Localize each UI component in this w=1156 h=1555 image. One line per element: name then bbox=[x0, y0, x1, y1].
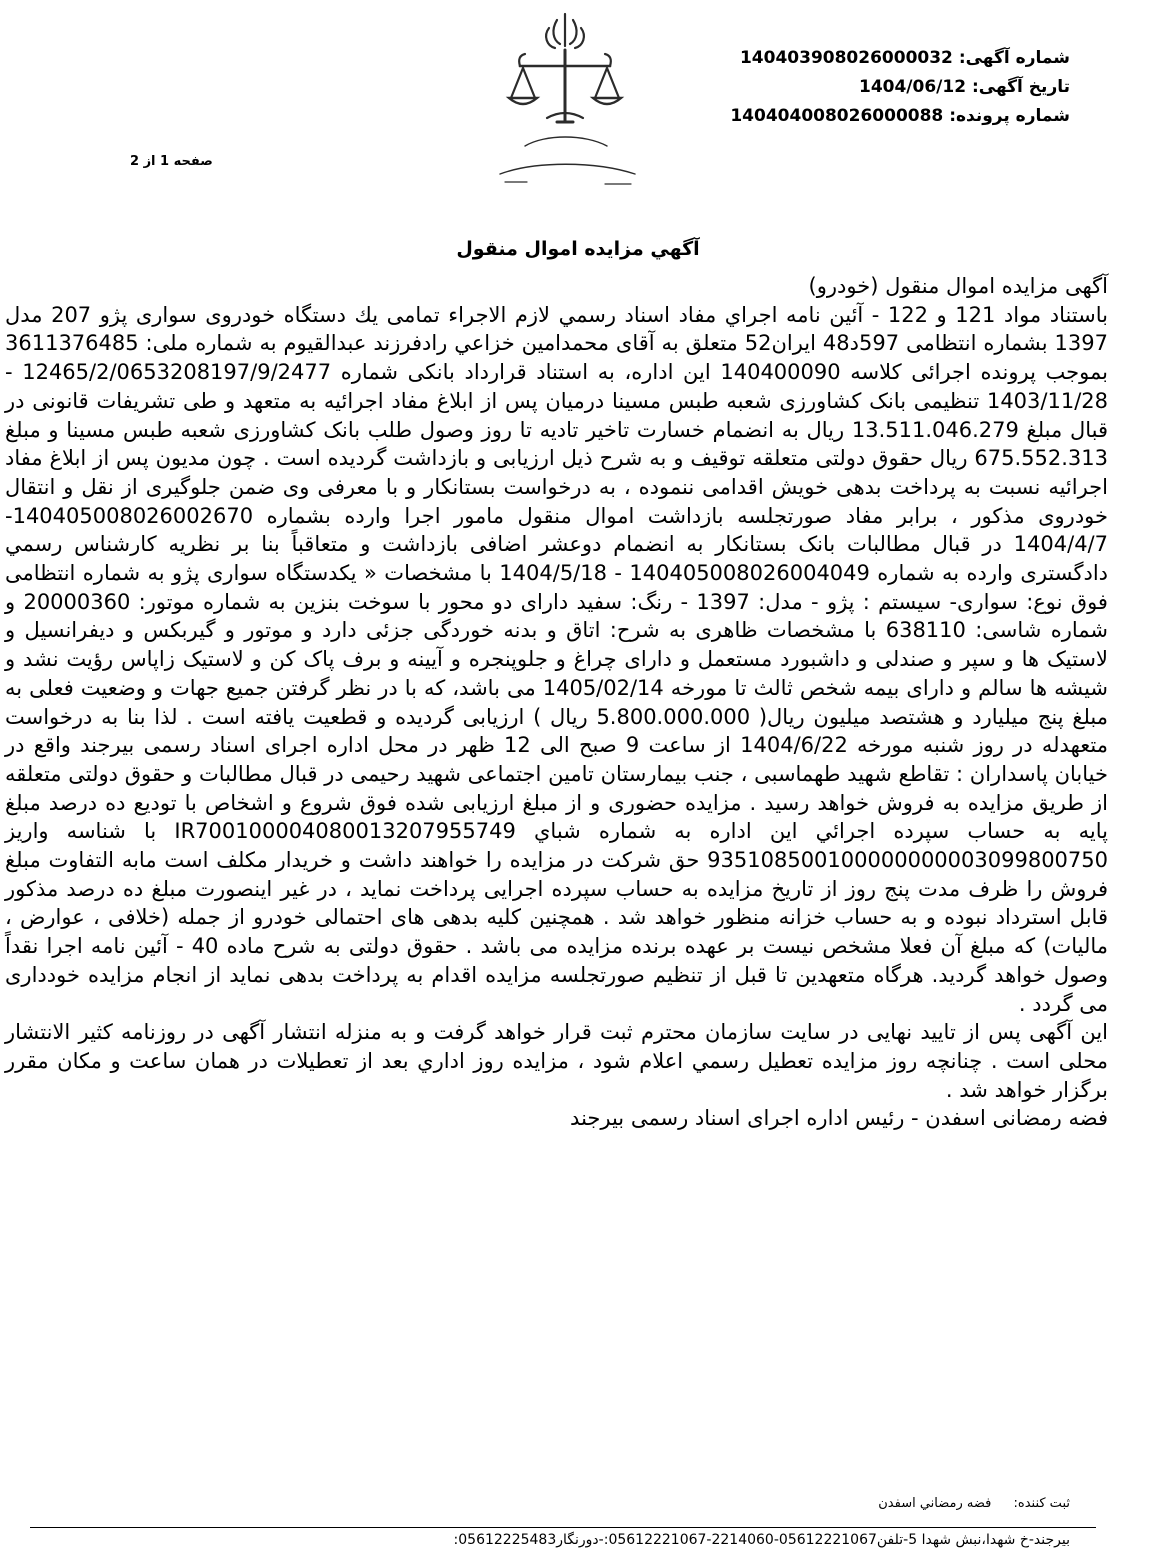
document-body bbox=[5, 272, 1108, 1133]
file-number-row bbox=[730, 102, 1070, 131]
ad-number: 14040390802600003​2 bbox=[739, 48, 953, 68]
file-number: 140404008026000088 bbox=[730, 106, 944, 126]
ad-number-row bbox=[730, 44, 1070, 73]
office-address: بیرجند-خ شهدا،نبش شهدا 5-تلفن05612221067-2214060-05612221067:-دورنگار05612225483: bbox=[453, 1532, 1070, 1548]
ad-date: 1404/06/12 bbox=[858, 77, 967, 97]
registrar-name: فضه رمضاني اسفدن bbox=[878, 1496, 992, 1511]
page-number: صفحه 1 از 2 bbox=[130, 154, 213, 169]
ad-date-row bbox=[730, 73, 1070, 102]
registrar-label: ثبت کننده: bbox=[1013, 1496, 1070, 1511]
body-paragraph-publication: این آگهی پس از تایید نهایی در سایت سازمان محترم ثبت قرار خواهد گرفت و به منزله انتشار آگهی در روزنامه کثير الانتشار محلی است . چنانچه روز مزايده تعطيل رسمي اعلام شود ، مزايده روز اداري بعد از تعطيلات در همان ساعت و مکان مقرر برگزار خواهد شد . bbox=[5, 1020, 1108, 1102]
body-subtitle: آگهی مزایده اموال منقول (خودرو) bbox=[808, 274, 1108, 298]
ad-header-info bbox=[730, 44, 1070, 131]
registrar-row bbox=[878, 1496, 1070, 1511]
footer-divider bbox=[30, 1527, 1096, 1528]
document-title: آگهي مزايده اموال منقول bbox=[456, 238, 700, 260]
body-signature: فضه رمضانی اسفدن - رئیس اداره اجرای اسناد رسمی بیرجند bbox=[570, 1106, 1108, 1131]
body-paragraph-main: باستناد مواد 121 و 122 - آئین نامه اجراي مفاد اسناد رسمي لازم الاجراء تمامی يك دستگاه خودروی سواری پژو 207 مدل 1397 بشماره انتظامی 597د48 ایران52 متعلق به آقای محمدامین خزاعي رادفرزند عبدالقيوم به شماره ملی: 3611376485 بموجب پرونده اجرائی کلاسه 140400090 این اداره، به استناد قرارداد بانکی شماره 12465/2/0653208197/9/2477 - 1403/11/28 تنظیمی بانک کشاورزی شعبه طبس مسینا درمیان پس از ابلاغ مفاد اجرائیه به متعهد و طی تشریفات قانونی در قبال مبلغ 13.511.046.279 ریال به انضمام خسارت تاخیر تادیه تا روز وصول طلب بانک کشاورزی شعبه طبس مسینا و مبلغ 675.552.313 ریال حقوق دولتی متعلقه توقیف و به شرح ذیل ارزیابی و بازداشت گردیده است . چون مدیون پس از ابلاغ مفاد اجرائیه نسبت به پرداخت بدهی خویش اقدامی ننموده ، به درخواست بستانکار و با معرفی وی ضمن جلوگیری از نقل و انتقال خودروی مذکور ، برابر مفاد صورتجلسه بازداشت اموال منقول مامور اجرا وارده بشماره 140405008026002670- 1404/4/7 در قبال مطالبات بانک بستانکار به انضمام دوعشر اضافی بازداشت و متعاقباً بنا بر نظريه کارشناس رسمي دادگستری وارده به شماره 140405008026004049 - 1404/5/18 با مشخصات « يكدستگاه سواری پژو به شماره انتظامی فوق نوع: سواری- سیستم : پژو - مدل: 1397 - رنگ: سفید دارای دو محور با سوخت بنزین به شماره موتور: 20000360 و شماره شاسی: 638110 با مشخصات ظاهری به شرح: اتاق و بدنه خوردگی جزئی دارد و موتور و گیربکس و دیفرانسیل و لاستیک ها و سپر و صندلی و داشبورد مستعمل و دارای چراغ و جلوپنجره و آیینه و برف پاک کن و لاستیک زاپاس رؤیت نشد و شیشه ها سالم و دارای بیمه شخص ثالث تا مورخه 1405/02/14 می باشد، که با در نظر گرفتن جمیع جهات و وضعیت فعلی به مبلغ پنج میلیارد و هشتصد میلیون ریال( 5.800.000.000 ریال ) ارزیابی گردیده و قطعیت یافته است . لذا بنا به درخواست متعهدله در روز شنبه مورخه 1404/6/22 از ساعت 9 صبح الی 12 ظهر در محل اداره اجرای اسناد رسمی بیرجند واقع در خیابان پاسداران : تقاطع شهید طهماسبی ، جنب بیمارستان تامین اجتماعی شهید رحیمی در قبال مطالبات و حقوق دولتی متعلقه از طریق مزایده به فروش خواهد رسید . مزایده حضوری و از مبلغ ارزیابی شده فوق شروع و اشخاص با توديع ده درصد مبلغ پايه به حساب سپرده اجرائي اين اداره به شماره شباي IR700100004080013207955749 با شناسه واريز 935108500100000000003099800750 حق شرکت در مزايده را خواهند داشت و خريدار مكلف است مابه التفاوت مبلغ فروش را ظرف مدت پنج روز از تاريخ مزايده به حساب سپرده اجرايی پرداخت نمايد ، در غير اينصورت مبلغ ده درصد مذکور قابل استرداد نبوده و به حساب خزانه منظور خواهد شد . همچنین کلیه بدهی های احتمالی خودرو از جمله (خلافی ، عوارض ، مالیات) که مبلغ آن فعلا مشخص نیست بر عهده برنده مزایده می باشد . حقوق دولتی به شرح ماده 40 - آئین نامه اجرا نقداً وصول خواهد گردید. هرگاه متعهدین تا قبل از تنظیم صورتجلسه مزایده اقدام به پرداخت بدهی نماید از انجام مزایده خودداری می گردد . bbox=[5, 302, 1109, 1016]
file-number-label: شماره پرونده: bbox=[949, 106, 1070, 126]
ad-number-label: شماره آگهی: bbox=[958, 48, 1070, 68]
judiciary-emblem-icon bbox=[465, 6, 665, 196]
ad-date-label: تاریخ آگهی: bbox=[971, 77, 1070, 97]
